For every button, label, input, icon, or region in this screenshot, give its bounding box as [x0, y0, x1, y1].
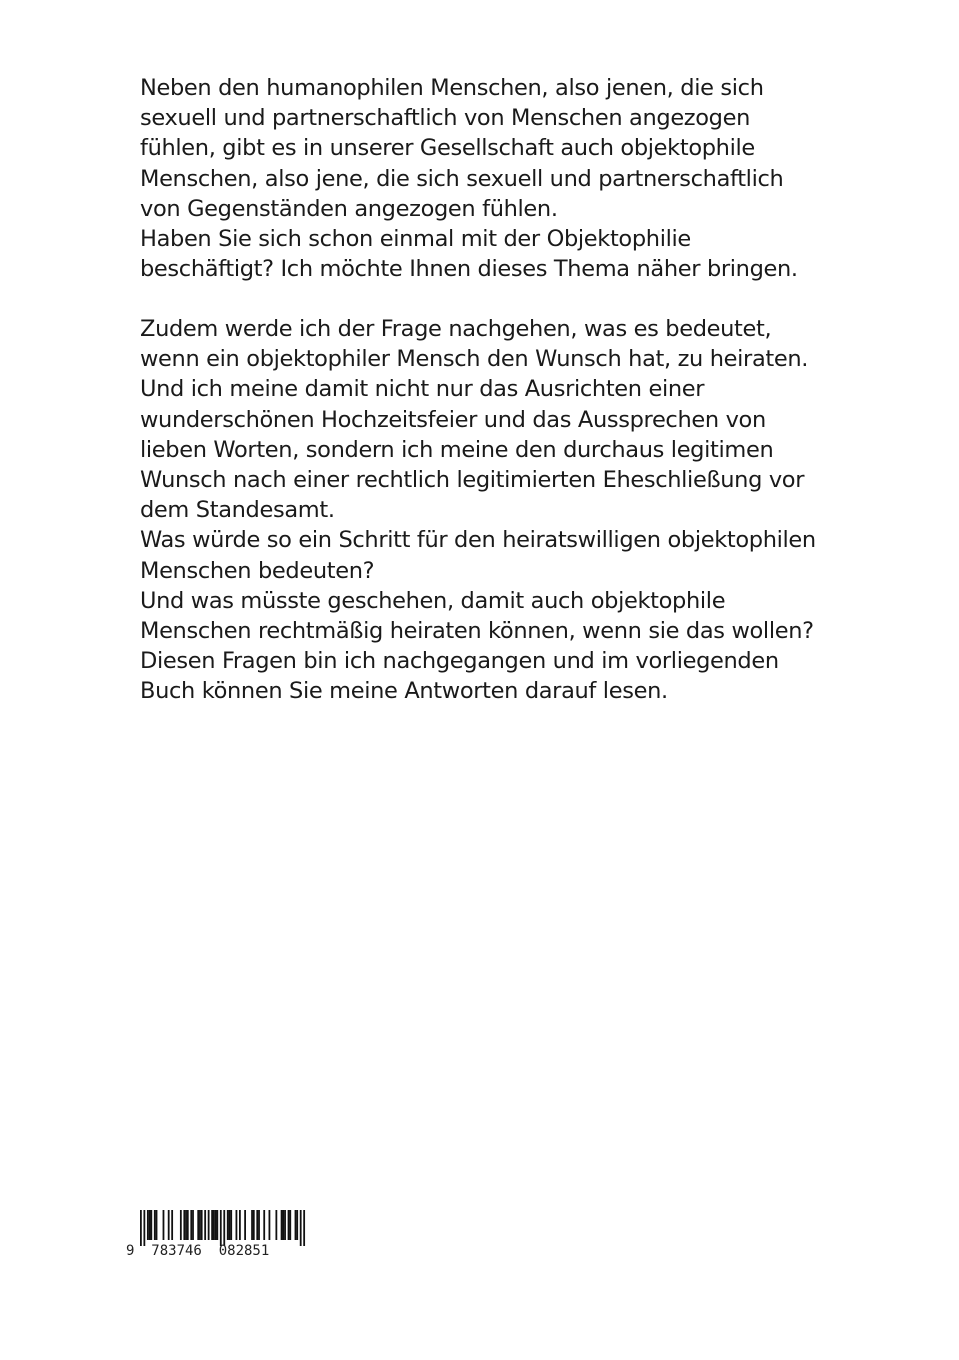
text-line: sexuell und partnerschaftlich von Menschen angezogen	[140, 105, 751, 132]
barcode-bar	[239, 1210, 241, 1240]
blurb-paragraph-1	[140, 73, 840, 284]
barcode-bar	[229, 1210, 231, 1240]
text-line: Wunsch nach einer rechtlich legitimierten Eheschließung vor	[140, 467, 805, 494]
barcode-bar	[269, 1210, 271, 1240]
barcode-bar	[289, 1210, 291, 1240]
barcode-bar	[282, 1210, 284, 1240]
blurb-paragraph-2	[140, 314, 840, 707]
barcode-bar	[204, 1210, 206, 1240]
barcode-bar	[190, 1210, 192, 1240]
text-line: Diesen Fragen bin ich nachgegangen und im vorliegenden	[140, 648, 779, 675]
barcode-bar	[163, 1210, 165, 1240]
text-line: dem Standesamt.	[140, 497, 335, 524]
text-line: Menschen rechtmäßig heiraten können, wenn sie das wollen?	[140, 618, 814, 645]
barcode-bar	[256, 1210, 258, 1240]
barcode-bar	[220, 1210, 222, 1246]
barcode-bar	[211, 1210, 213, 1240]
barcode-bar	[251, 1210, 253, 1240]
barcode-bar	[150, 1210, 152, 1240]
barcode-bar	[230, 1210, 232, 1240]
barcode-bar	[185, 1210, 187, 1240]
text-line: von Gegenständen angezogen fühlen.	[140, 195, 558, 222]
text-line: wenn ein objektophiler Mensch den Wunsch hat, zu heiraten.	[140, 346, 809, 373]
barcode-bar	[183, 1210, 185, 1240]
barcode-bar	[253, 1210, 255, 1240]
barcode-bar	[288, 1210, 290, 1240]
barcode-bar	[140, 1210, 142, 1246]
text-line: lieben Worten, sondern ich meine den durchaus legitimen	[140, 436, 774, 463]
barcode-bar	[263, 1210, 265, 1240]
barcode-bar	[171, 1210, 173, 1240]
barcode-bar	[216, 1210, 218, 1240]
barcode-bar	[215, 1210, 217, 1240]
barcode-bar	[227, 1210, 229, 1240]
text-line: Menschen bedeuten?	[140, 557, 375, 584]
text-line: Buch können Sie meine Antworten darauf lesen.	[140, 678, 668, 705]
text-line: wunderschönen Hochzeitsfeier und das Aussprechen von	[140, 406, 766, 433]
barcode-bar	[208, 1210, 210, 1240]
barcode-bar	[156, 1210, 158, 1240]
barcode-bar	[303, 1210, 305, 1246]
barcode-bar	[192, 1210, 194, 1240]
barcode-bar	[258, 1210, 260, 1240]
text-line: Zudem werde ich der Frage nachgehen, was es bedeutet,	[140, 316, 772, 342]
text-line: Haben Sie sich schon einmal mit der Objektophilie	[140, 226, 691, 253]
text-line: Und ich meine damit nicht nur das Ausrichten einer	[140, 376, 705, 403]
barcode-bar	[223, 1210, 225, 1246]
barcode-bar	[168, 1210, 170, 1240]
isbn-digits: 9 783746 082851	[126, 1243, 270, 1259]
barcode-bar	[213, 1210, 215, 1240]
barcode-bar	[281, 1210, 283, 1240]
barcode-bars	[120, 1210, 310, 1246]
barcode-bar	[201, 1210, 203, 1240]
text-line: Neben den humanophilen Menschen, also jenen, die sich	[140, 75, 764, 101]
barcode-bar	[300, 1210, 302, 1246]
text-line: fühlen, gibt es in unserer Gesellschaft auch objektophile	[140, 135, 755, 162]
barcode-bar	[149, 1210, 151, 1240]
text-line: Menschen, also jene, die sich sexuell und partnerschaftlich	[140, 165, 784, 192]
barcode-bar	[295, 1210, 297, 1240]
text-line: beschäftigt? Ich möchte Ihnen dieses Thema näher bringen.	[140, 256, 798, 283]
barcode-bar	[244, 1210, 246, 1240]
barcode-bar	[187, 1210, 189, 1240]
text-line: Was würde so ein Schritt für den heiratswilligen objektophilen	[140, 527, 816, 554]
barcode-bar	[284, 1210, 286, 1240]
barcode-bar	[236, 1210, 238, 1240]
barcode-bar	[197, 1210, 199, 1240]
barcode-bar	[296, 1210, 298, 1240]
barcode-bar	[275, 1210, 277, 1240]
barcode-bar	[180, 1210, 182, 1240]
barcode-bar	[154, 1210, 156, 1240]
barcode-bar	[147, 1210, 149, 1240]
barcode-bar	[143, 1210, 145, 1246]
barcode-bar	[199, 1210, 201, 1240]
text-line: Und was müsste geschehen, damit auch objektophile	[140, 587, 726, 614]
